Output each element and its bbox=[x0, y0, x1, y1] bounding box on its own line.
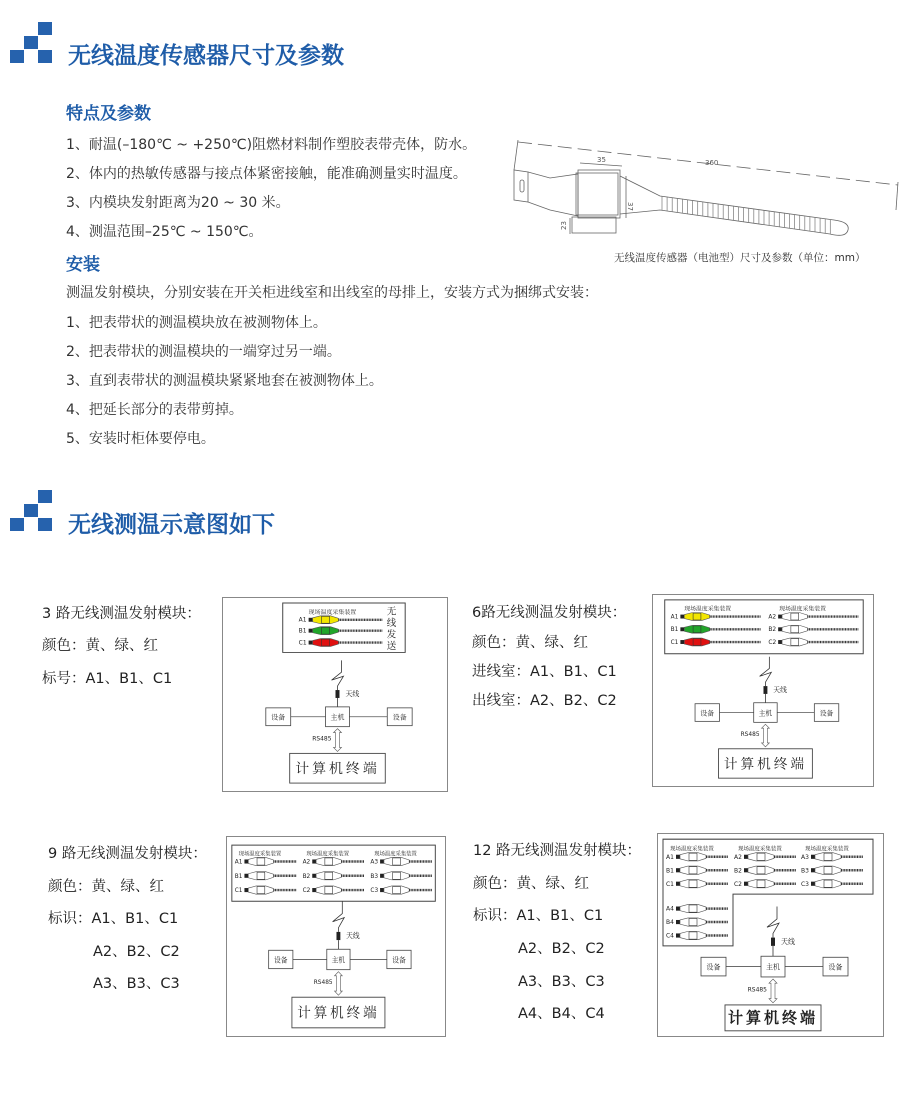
module-body bbox=[680, 904, 706, 912]
plug bbox=[380, 888, 384, 892]
module-label: C1 bbox=[298, 639, 307, 647]
module-body bbox=[748, 880, 774, 888]
antenna-label: 天线 bbox=[773, 685, 787, 694]
collector-label: 现场温度采集装置 bbox=[306, 851, 350, 858]
plug bbox=[744, 882, 748, 886]
plug bbox=[309, 629, 313, 633]
module-body bbox=[316, 886, 341, 894]
plug bbox=[309, 618, 313, 622]
module-body bbox=[680, 931, 706, 939]
module-body bbox=[248, 872, 273, 880]
collector-label: 现场温度采集装置 bbox=[684, 606, 732, 613]
module-label: B3 bbox=[801, 867, 809, 875]
rs485-label: RS485 bbox=[740, 732, 760, 739]
device-right-label: 设备 bbox=[819, 709, 834, 718]
plug bbox=[244, 859, 248, 863]
sensor-module bbox=[235, 857, 297, 865]
antenna-resistor bbox=[771, 938, 775, 946]
antenna-icon bbox=[332, 660, 344, 690]
sensor-module bbox=[671, 638, 761, 646]
install-step: 1、把表带状的测温模块放在被测物体上。 bbox=[66, 315, 327, 331]
device-left-label: 设备 bbox=[273, 956, 288, 965]
dim-height: 37 bbox=[626, 202, 634, 211]
host-label: 主机 bbox=[330, 713, 345, 722]
module-body bbox=[748, 866, 774, 874]
features-heading: 特点及参数 bbox=[66, 104, 151, 124]
sensor-module bbox=[370, 857, 432, 865]
rs485-label: RS485 bbox=[747, 986, 767, 994]
block-line: 颜色：黄、绿、红 bbox=[472, 635, 588, 651]
wiring-diagram bbox=[226, 836, 446, 1037]
device-left-label: 设备 bbox=[700, 709, 715, 718]
install-step: 3、直到表带状的测温模块紧紧地套在被测物体上。 bbox=[66, 373, 383, 389]
plug bbox=[312, 888, 316, 892]
plug bbox=[778, 627, 782, 631]
module-label: C3 bbox=[801, 880, 809, 888]
block-line: 标识：A1、B1、C1 bbox=[48, 911, 179, 927]
plug bbox=[680, 627, 684, 631]
module-label: A2 bbox=[734, 853, 742, 861]
plug bbox=[309, 641, 313, 645]
terminal-label: 计算机终端 bbox=[723, 756, 807, 773]
wiring-diagram bbox=[222, 597, 448, 792]
block-line: A3、B3、C3 bbox=[518, 974, 605, 990]
collector-label: 现场温度采集装置 bbox=[779, 606, 826, 613]
block-line: 3 路无线测温发射模块： bbox=[42, 606, 201, 622]
module-label: A1 bbox=[234, 858, 243, 866]
dim-length: 360 bbox=[705, 159, 719, 167]
block-line: 颜色：黄、绿、红 bbox=[473, 876, 589, 892]
host-label: 主机 bbox=[331, 956, 346, 965]
module-label: A2 bbox=[768, 614, 777, 621]
module-label: B3 bbox=[370, 872, 379, 880]
plug bbox=[811, 868, 815, 872]
sensor-module bbox=[666, 880, 728, 888]
antenna-icon bbox=[767, 907, 779, 938]
sensor-module bbox=[666, 918, 728, 926]
module-body bbox=[680, 866, 706, 874]
sensor-module bbox=[666, 931, 728, 939]
section-title: 无线测温示意图如下 bbox=[68, 512, 275, 538]
plug bbox=[778, 640, 782, 644]
rs485-label: RS485 bbox=[313, 978, 333, 987]
plug bbox=[744, 868, 748, 872]
module-body bbox=[384, 886, 409, 894]
plug bbox=[676, 868, 680, 872]
sensor-module bbox=[734, 853, 796, 861]
module-body bbox=[782, 625, 807, 633]
module-label: A4 bbox=[666, 905, 674, 913]
sensor-module bbox=[801, 853, 863, 861]
collector-label: 现场温度采集装置 bbox=[805, 846, 849, 853]
module-body bbox=[248, 857, 273, 865]
module-body bbox=[248, 886, 273, 894]
plug bbox=[811, 882, 815, 886]
host-label: 主机 bbox=[758, 709, 773, 718]
install-step: 2、把表带状的测温模块的一端穿过另一端。 bbox=[66, 344, 341, 360]
module-label: A2 bbox=[302, 858, 311, 866]
collector-label: 现场温度采集装置 bbox=[670, 846, 714, 853]
block-line: 颜色：黄、绿、红 bbox=[42, 638, 158, 654]
block-line: A2、B2、C2 bbox=[93, 944, 180, 960]
module-body bbox=[748, 853, 774, 861]
sensor-dimension-drawing bbox=[500, 130, 900, 245]
module-body bbox=[815, 880, 841, 888]
install-step: 4、把延长部分的表带剪掉。 bbox=[66, 402, 243, 418]
plug bbox=[244, 874, 248, 878]
module-label: B2 bbox=[734, 867, 742, 875]
block-line: 9 路无线测温发射模块： bbox=[48, 846, 207, 862]
block-line: 标识：A1、B1、C1 bbox=[473, 908, 604, 924]
module-label: C1 bbox=[234, 886, 243, 895]
module-body bbox=[313, 639, 339, 647]
plug bbox=[676, 933, 680, 937]
wireless-send-label: 无线发送 bbox=[384, 606, 396, 652]
block-line: 标号：A1、B1、C1 bbox=[42, 671, 173, 687]
module-label: A1 bbox=[298, 616, 307, 624]
module-label: C3 bbox=[370, 886, 379, 895]
feature-item: 2、体内的热敏传感器与接点体紧密接触，能准确测量实时温度。 bbox=[66, 166, 467, 182]
sensor-module bbox=[801, 866, 863, 874]
module-body bbox=[782, 638, 807, 646]
host-label: 主机 bbox=[766, 962, 780, 972]
module-body bbox=[782, 613, 807, 621]
block-line: 6路无线测温发射模块： bbox=[472, 605, 627, 621]
sensor-module bbox=[370, 872, 432, 880]
plug bbox=[676, 920, 680, 924]
antenna-label: 天线 bbox=[346, 931, 360, 941]
sensor-module bbox=[235, 872, 297, 880]
block-line: A4、B4、C4 bbox=[518, 1006, 605, 1022]
plug bbox=[676, 882, 680, 886]
module-body bbox=[684, 638, 709, 646]
module-label: B1 bbox=[670, 627, 679, 634]
install-step: 5、安装时柜体要停电。 bbox=[66, 431, 215, 447]
feature-item: 3、内模块发射距离为20 ~ 30 米。 bbox=[66, 195, 290, 211]
block-line: A2、B2、C2 bbox=[518, 941, 605, 957]
plug bbox=[380, 859, 384, 863]
sensor-module bbox=[370, 886, 432, 894]
antenna-icon bbox=[760, 657, 772, 686]
sensor-module bbox=[666, 853, 728, 861]
module-label: B1 bbox=[666, 867, 674, 875]
dim-thickness: 23 bbox=[560, 221, 568, 230]
plug bbox=[380, 874, 384, 878]
module-body bbox=[313, 616, 339, 624]
block-line: 出线室：A2、B2、C2 bbox=[472, 693, 617, 709]
plug bbox=[680, 640, 684, 644]
antenna-icon bbox=[333, 901, 345, 932]
rs485-arrow bbox=[762, 724, 770, 747]
collector-label: 现场温度采集装置 bbox=[238, 851, 282, 858]
sensor-module bbox=[299, 616, 383, 624]
module-label: C4 bbox=[666, 932, 674, 940]
block-line: 颜色：黄、绿、红 bbox=[48, 879, 164, 895]
antenna-resistor bbox=[763, 686, 767, 694]
section-icon bbox=[10, 490, 52, 532]
module-body bbox=[313, 627, 339, 635]
module-label: B1 bbox=[298, 627, 307, 635]
device-right-label: 设备 bbox=[392, 956, 406, 965]
device-left-label: 设备 bbox=[271, 713, 286, 722]
module-label: A3 bbox=[801, 853, 809, 861]
plug bbox=[676, 907, 680, 911]
wiring-diagram bbox=[652, 594, 874, 787]
block-line: A3、B3、C3 bbox=[93, 976, 180, 992]
sensor-module bbox=[671, 625, 761, 633]
plug bbox=[312, 874, 316, 878]
terminal-label: 计算机终端 bbox=[295, 761, 380, 778]
device-right-label: 设备 bbox=[392, 713, 407, 722]
install-heading: 安装 bbox=[66, 255, 100, 275]
rs485-arrow bbox=[335, 972, 343, 995]
module-label: A1 bbox=[666, 853, 674, 861]
plug bbox=[676, 855, 680, 859]
plug bbox=[778, 615, 782, 619]
collector-label: 现场温度采集装置 bbox=[374, 851, 417, 858]
module-body bbox=[684, 625, 709, 633]
block-line: 12 路无线测温发射模块： bbox=[473, 843, 642, 859]
module-label: B2 bbox=[302, 872, 311, 880]
module-label: B1 bbox=[234, 872, 243, 880]
sensor-module bbox=[768, 613, 858, 621]
block-line: 进线室：A1、B1、C1 bbox=[472, 664, 617, 680]
device-left-label: 设备 bbox=[706, 962, 721, 972]
antenna-label: 天线 bbox=[345, 690, 360, 698]
rs485-arrow bbox=[769, 979, 777, 1003]
module-label: B2 bbox=[768, 627, 777, 634]
feature-item: 1、耐温(–180℃ ~ +250℃)阻燃材料制作塑胶表带壳体，防水。 bbox=[66, 137, 477, 153]
plug bbox=[244, 888, 248, 892]
sensor-module bbox=[768, 625, 858, 633]
sensor-module bbox=[235, 886, 297, 894]
wiring-diagram bbox=[657, 833, 884, 1037]
module-body bbox=[316, 872, 341, 880]
rs485-label: RS485 bbox=[312, 735, 332, 743]
module-label: A3 bbox=[370, 858, 379, 866]
dim-width: 35 bbox=[597, 156, 606, 164]
sensor-module bbox=[734, 866, 796, 874]
sensor-module bbox=[299, 627, 383, 635]
module-label: A1 bbox=[670, 614, 679, 621]
module-label: C2 bbox=[302, 886, 311, 895]
plug bbox=[811, 855, 815, 859]
collector-label: 现场温度采集装置 bbox=[738, 846, 782, 853]
module-label: C2 bbox=[768, 639, 777, 646]
antenna-resistor bbox=[336, 932, 340, 940]
sensor-module bbox=[666, 866, 728, 874]
device-right-label: 设备 bbox=[828, 962, 843, 972]
module-body bbox=[384, 872, 409, 880]
collector-label: 现场温度采集装置 bbox=[308, 608, 357, 616]
sensor-module bbox=[671, 613, 761, 621]
sensor-module bbox=[303, 872, 365, 880]
plug bbox=[312, 859, 316, 863]
module-body bbox=[680, 880, 706, 888]
module-body bbox=[680, 853, 706, 861]
sensor-module bbox=[303, 857, 365, 865]
module-body bbox=[815, 866, 841, 874]
sensor-module bbox=[299, 639, 383, 647]
terminal-label: 计算机终端 bbox=[728, 1008, 818, 1028]
sensor-module bbox=[734, 880, 796, 888]
sensor-module bbox=[768, 638, 858, 646]
plug bbox=[680, 615, 684, 619]
antenna-resistor bbox=[335, 690, 339, 698]
module-body bbox=[680, 918, 706, 926]
terminal-label: 计算机终端 bbox=[297, 1005, 380, 1022]
antenna-label: 天线 bbox=[781, 936, 795, 946]
feature-item: 4、测温范围–25℃ ~ 150℃。 bbox=[66, 224, 263, 240]
sensor-module bbox=[801, 880, 863, 888]
sensor-module bbox=[303, 886, 365, 894]
module-body bbox=[684, 613, 709, 621]
drawing-caption: 无线温度传感器（电池型）尺寸及参数（单位：mm） bbox=[614, 252, 866, 264]
module-label: C1 bbox=[670, 639, 679, 646]
module-label: B4 bbox=[666, 919, 674, 927]
section-icon bbox=[10, 22, 52, 64]
module-body bbox=[316, 857, 341, 865]
module-label: C1 bbox=[666, 880, 674, 888]
module-body bbox=[815, 853, 841, 861]
section-title: 无线温度传感器尺寸及参数 bbox=[68, 43, 344, 69]
rs485-arrow bbox=[334, 729, 342, 752]
module-body bbox=[384, 857, 409, 865]
plug bbox=[744, 855, 748, 859]
sensor-module bbox=[666, 904, 728, 912]
install-intro: 测温发射模块，分别安装在开关柜进线室和出线室的母排上，安装方式为捆绑式安装： bbox=[66, 285, 598, 301]
module-label: C2 bbox=[734, 880, 742, 888]
